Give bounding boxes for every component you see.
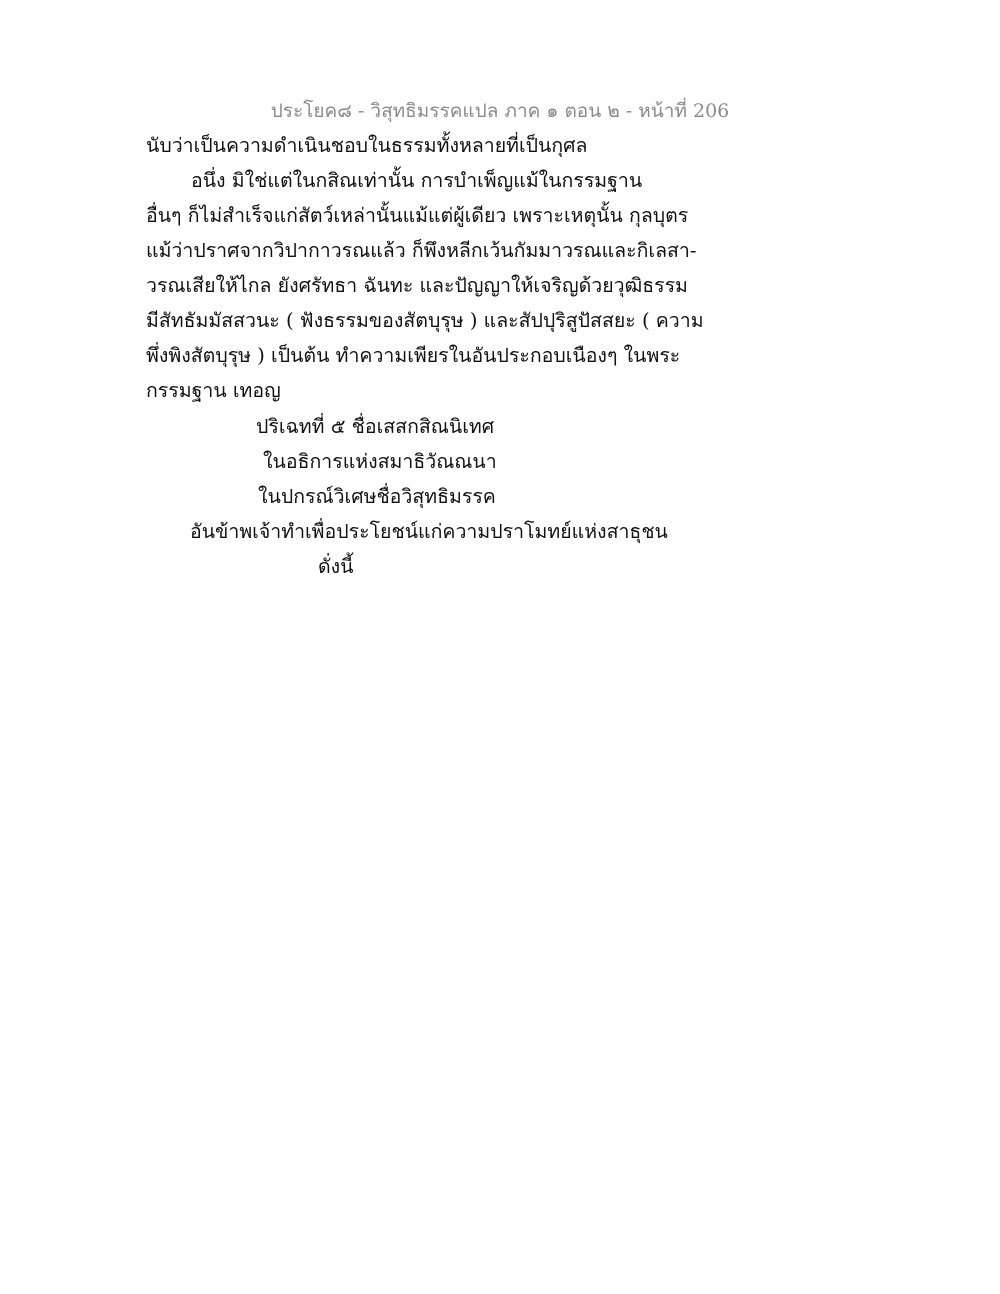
- body-line: วรณเสียให้ไกล ยังศรัทธา ฉันทะ และปัญญาให้เจริญด้วยวุฒิธรรม: [146, 274, 688, 297]
- body-line: อนึ่ง มิใช่แต่ในกสิณเท่านั้น การบำเพ็ญแม้ในกรรมฐาน: [191, 169, 643, 192]
- colophon-line: ดั่งนี้: [318, 555, 354, 578]
- colophon-line: ปริเฉทที่ ๕ ชื่อเสสกสิณนิเทศ: [256, 415, 495, 438]
- body-line: มีสัทธัมมัสสวนะ ( ฟังธรรมของสัตบุรุษ ) และสัปปุริสูปัสสยะ ( ความ: [146, 309, 704, 332]
- colophon-line: อันข้าพเจ้าทำเพื่อประโยชน์แก่ความปราโมทย์แห่งสาธุชน: [190, 520, 668, 543]
- body-line: อื่นๆ ก็ไม่สำเร็จแก่สัตว์เหล่านั้นแม้แต่ผู้เดียว เพราะเหตุนั้น กุลบุตร: [146, 204, 689, 227]
- body-line: พึ่งพิงสัตบุรุษ ) เป็นต้น ทำความเพียรในอันประกอบเนืองๆ ในพระ: [146, 344, 681, 367]
- body-line: กรรมฐาน เทอญ: [146, 379, 281, 402]
- body-line: นับว่าเป็นความดำเนินชอบในธรรมทั้งหลายที่เป็นกุศล: [146, 134, 588, 157]
- colophon-line: ในอธิการแห่งสมาธิวัณณนา: [263, 450, 497, 473]
- body-line: แม้ว่าปราศจากวิปากาวรณแล้ว ก็พึงหลีกเว้นกัมมาวรณและกิเลสา-: [146, 239, 697, 262]
- colophon-line: ในปกรณ์วิเศษชื่อวิสุทธิมรรค: [258, 485, 496, 508]
- page-header: ประโยค๘ - วิสุทธิมรรคแปล ภาค ๑ ตอน ๒ - หน้าที่ 206: [270, 100, 730, 122]
